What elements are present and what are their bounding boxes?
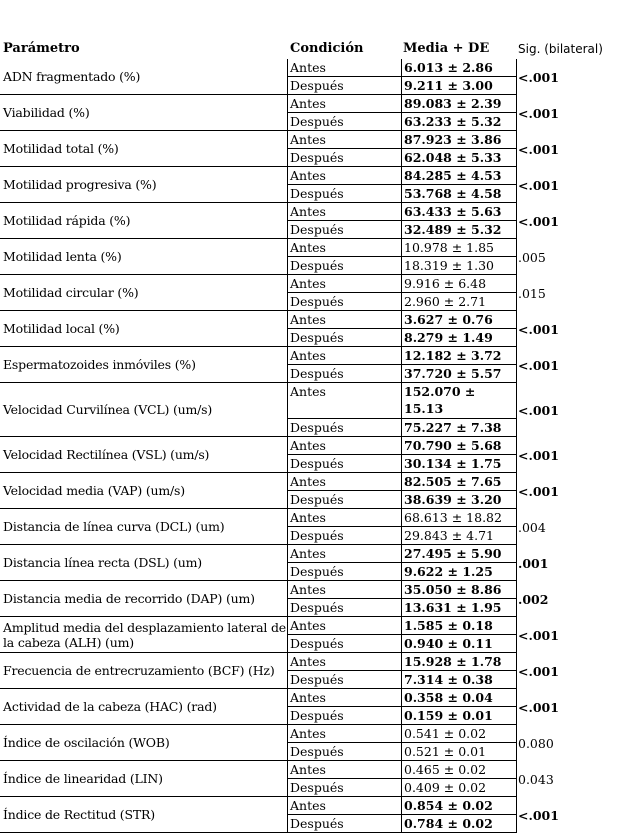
mean-before: 12.182 ± 3.72 — [401, 347, 517, 365]
significance-value: <.001 — [518, 483, 559, 499]
condition-after: Después — [287, 815, 401, 833]
mean-after: 30.134 ± 1.75 — [401, 455, 517, 473]
parameter-name: Velocidad Curvilínea (VCL) (um/s) — [0, 383, 287, 437]
mean-before: 84.285 ± 4.53 — [401, 167, 517, 185]
parameter-name: ADN fragmentado (%) — [0, 59, 287, 95]
parameter-name: Velocidad Rectilínea (VSL) (um/s) — [0, 437, 287, 473]
mean-after: 37.720 ± 5.57 — [401, 365, 517, 383]
mean-before: 152.070 ± 15.13 — [401, 383, 517, 419]
condition-before: Antes — [287, 131, 401, 149]
significance-value: <.001 — [518, 447, 559, 463]
parameter-name: Índice de Rectitud (STR) — [0, 797, 287, 833]
condition-after: Después — [287, 743, 401, 761]
table-row — [0, 383, 633, 437]
significance-value: <.001 — [518, 402, 559, 418]
condition-after: Después — [287, 491, 401, 509]
significance-value: <.001 — [518, 105, 559, 121]
significance-value: <.001 — [518, 321, 559, 337]
condition-before: Antes — [287, 653, 401, 671]
condition-before: Antes — [287, 275, 401, 293]
header-param: Parámetro — [3, 41, 80, 56]
table-row — [0, 275, 633, 311]
significance-value: <.001 — [518, 699, 559, 715]
mean-before: 3.627 ± 0.76 — [401, 311, 517, 329]
significance-value: .002 — [518, 591, 549, 607]
mean-after: 0.409 ± 0.02 — [401, 779, 517, 797]
significance-value: 0.043 — [518, 771, 554, 787]
mean-after: 8.279 ± 1.49 — [401, 329, 517, 347]
table-row — [0, 167, 633, 203]
condition-after: Después — [287, 779, 401, 797]
condition-after: Después — [287, 149, 401, 167]
condition-after: Después — [287, 455, 401, 473]
parameter-name: Motilidad progresiva (%) — [0, 167, 287, 203]
parameter-name: Motilidad total (%) — [0, 131, 287, 167]
condition-after: Después — [287, 257, 401, 275]
table-row — [0, 617, 633, 653]
mean-after: 32.489 ± 5.32 — [401, 221, 517, 239]
parameter-name: Velocidad media (VAP) (um/s) — [0, 473, 287, 509]
significance-value: .004 — [518, 519, 546, 535]
table-row — [0, 761, 633, 797]
condition-before: Antes — [287, 383, 401, 419]
mean-before: 15.928 ± 1.78 — [401, 653, 517, 671]
table-row — [0, 581, 633, 617]
condition-before: Antes — [287, 797, 401, 815]
mean-after: 9.622 ± 1.25 — [401, 563, 517, 581]
mean-before: 9.916 ± 6.48 — [401, 275, 517, 293]
parameter-name: Motilidad circular (%) — [0, 275, 287, 311]
condition-after: Después — [287, 707, 401, 725]
condition-after: Después — [287, 293, 401, 311]
condition-after: Después — [287, 185, 401, 203]
mean-after: 0.159 ± 0.01 — [401, 707, 517, 725]
parameter-name: Motilidad local (%) — [0, 311, 287, 347]
mean-after: 63.233 ± 5.32 — [401, 113, 517, 131]
table-row — [0, 95, 633, 131]
parameter-name: Amplitud media del desplazamiento lateral de la cabeza (ALH) (um) — [0, 617, 287, 653]
mean-after: 0.521 ± 0.01 — [401, 743, 517, 761]
table-row — [0, 347, 633, 383]
parameter-name: Índice de oscilación (WOB) — [0, 725, 287, 761]
condition-after: Después — [287, 563, 401, 581]
mean-before: 35.050 ± 8.86 — [401, 581, 517, 599]
mean-before: 0.465 ± 0.02 — [401, 761, 517, 779]
parameter-name: Actividad de la cabeza (HAC) (rad) — [0, 689, 287, 725]
condition-after: Después — [287, 113, 401, 131]
mean-before: 0.358 ± 0.04 — [401, 689, 517, 707]
mean-before: 6.013 ± 2.86 — [401, 59, 517, 77]
significance-value: <.001 — [518, 627, 559, 643]
table-row — [0, 689, 633, 725]
table-row — [0, 311, 633, 347]
mean-after: 62.048 ± 5.33 — [401, 149, 517, 167]
table-row — [0, 59, 633, 95]
mean-after: 38.639 ± 3.20 — [401, 491, 517, 509]
mean-after: 53.768 ± 4.58 — [401, 185, 517, 203]
header-mean: Media + DE — [403, 41, 490, 56]
condition-before: Antes — [287, 725, 401, 743]
table-row — [0, 509, 633, 545]
condition-after: Después — [287, 329, 401, 347]
condition-before: Antes — [287, 59, 401, 77]
parameter-name: Distancia de línea curva (DCL) (um) — [0, 509, 287, 545]
mean-before: 82.505 ± 7.65 — [401, 473, 517, 491]
parameter-name: Motilidad rápida (%) — [0, 203, 287, 239]
condition-before: Antes — [287, 239, 401, 257]
parameter-name: Frecuencia de entrecruzamiento (BCF) (Hz) — [0, 653, 287, 689]
table-row — [0, 725, 633, 761]
condition-before: Antes — [287, 581, 401, 599]
mean-after: 0.784 ± 0.02 — [401, 815, 517, 833]
table-row — [0, 545, 633, 581]
condition-before: Antes — [287, 167, 401, 185]
table-row — [0, 203, 633, 239]
significance-value: <.001 — [518, 69, 559, 85]
mean-after: 0.940 ± 0.11 — [401, 635, 517, 653]
significance-value: <.001 — [518, 663, 559, 679]
table-row — [0, 473, 633, 509]
mean-after: 13.631 ± 1.95 — [401, 599, 517, 617]
mean-before: 89.083 ± 2.39 — [401, 95, 517, 113]
table-row — [0, 797, 633, 833]
mean-after: 9.211 ± 3.00 — [401, 77, 517, 95]
condition-after: Después — [287, 599, 401, 617]
mean-before: 27.495 ± 5.90 — [401, 545, 517, 563]
condition-before: Antes — [287, 473, 401, 491]
condition-after: Después — [287, 77, 401, 95]
mean-after: 2.960 ± 2.71 — [401, 293, 517, 311]
condition-after: Después — [287, 527, 401, 545]
mean-after: 75.227 ± 7.38 — [401, 419, 517, 437]
condition-before: Antes — [287, 509, 401, 527]
mean-before: 87.923 ± 3.86 — [401, 131, 517, 149]
table-row — [0, 131, 633, 167]
mean-before: 68.613 ± 18.82 — [401, 509, 517, 527]
parameter-name: Motilidad lenta (%) — [0, 239, 287, 275]
significance-value: 0.080 — [518, 735, 554, 751]
condition-before: Antes — [287, 203, 401, 221]
table-row — [0, 437, 633, 473]
header-sig: Sig. (bilateral) — [518, 42, 603, 56]
significance-value: <.001 — [518, 177, 559, 193]
mean-before: 0.541 ± 0.02 — [401, 725, 517, 743]
condition-before: Antes — [287, 689, 401, 707]
condition-after: Después — [287, 635, 401, 653]
parameter-name: Distancia media de recorrido (DAP) (um) — [0, 581, 287, 617]
condition-before: Antes — [287, 95, 401, 113]
condition-before: Antes — [287, 761, 401, 779]
condition-after: Después — [287, 365, 401, 383]
parameter-name: Espermatozoides inmóviles (%) — [0, 347, 287, 383]
parameter-name: Distancia línea recta (DSL) (um) — [0, 545, 287, 581]
significance-value: .015 — [518, 285, 546, 301]
condition-after: Después — [287, 671, 401, 689]
parameter-name: Viabilidad (%) — [0, 95, 287, 131]
mean-before: 0.854 ± 0.02 — [401, 797, 517, 815]
table-row — [0, 653, 633, 689]
parameter-name: Índice de linearidad (LIN) — [0, 761, 287, 797]
significance-value: <.001 — [518, 141, 559, 157]
condition-after: Después — [287, 419, 401, 437]
mean-after: 29.843 ± 4.71 — [401, 527, 517, 545]
significance-value: .005 — [518, 249, 546, 265]
condition-before: Antes — [287, 437, 401, 455]
mean-before: 63.433 ± 5.63 — [401, 203, 517, 221]
condition-before: Antes — [287, 347, 401, 365]
condition-after: Después — [287, 221, 401, 239]
mean-before: 70.790 ± 5.68 — [401, 437, 517, 455]
header-condition: Condición — [290, 41, 364, 56]
significance-value: <.001 — [518, 213, 559, 229]
condition-before: Antes — [287, 617, 401, 635]
significance-value: .001 — [518, 555, 549, 571]
mean-after: 7.314 ± 0.38 — [401, 671, 517, 689]
mean-before: 10.978 ± 1.85 — [401, 239, 517, 257]
condition-before: Antes — [287, 545, 401, 563]
mean-after: 18.319 ± 1.30 — [401, 257, 517, 275]
condition-before: Antes — [287, 311, 401, 329]
significance-value: <.001 — [518, 357, 559, 373]
significance-value: <.001 — [518, 807, 559, 823]
mean-before: 1.585 ± 0.18 — [401, 617, 517, 635]
table-row — [0, 239, 633, 275]
